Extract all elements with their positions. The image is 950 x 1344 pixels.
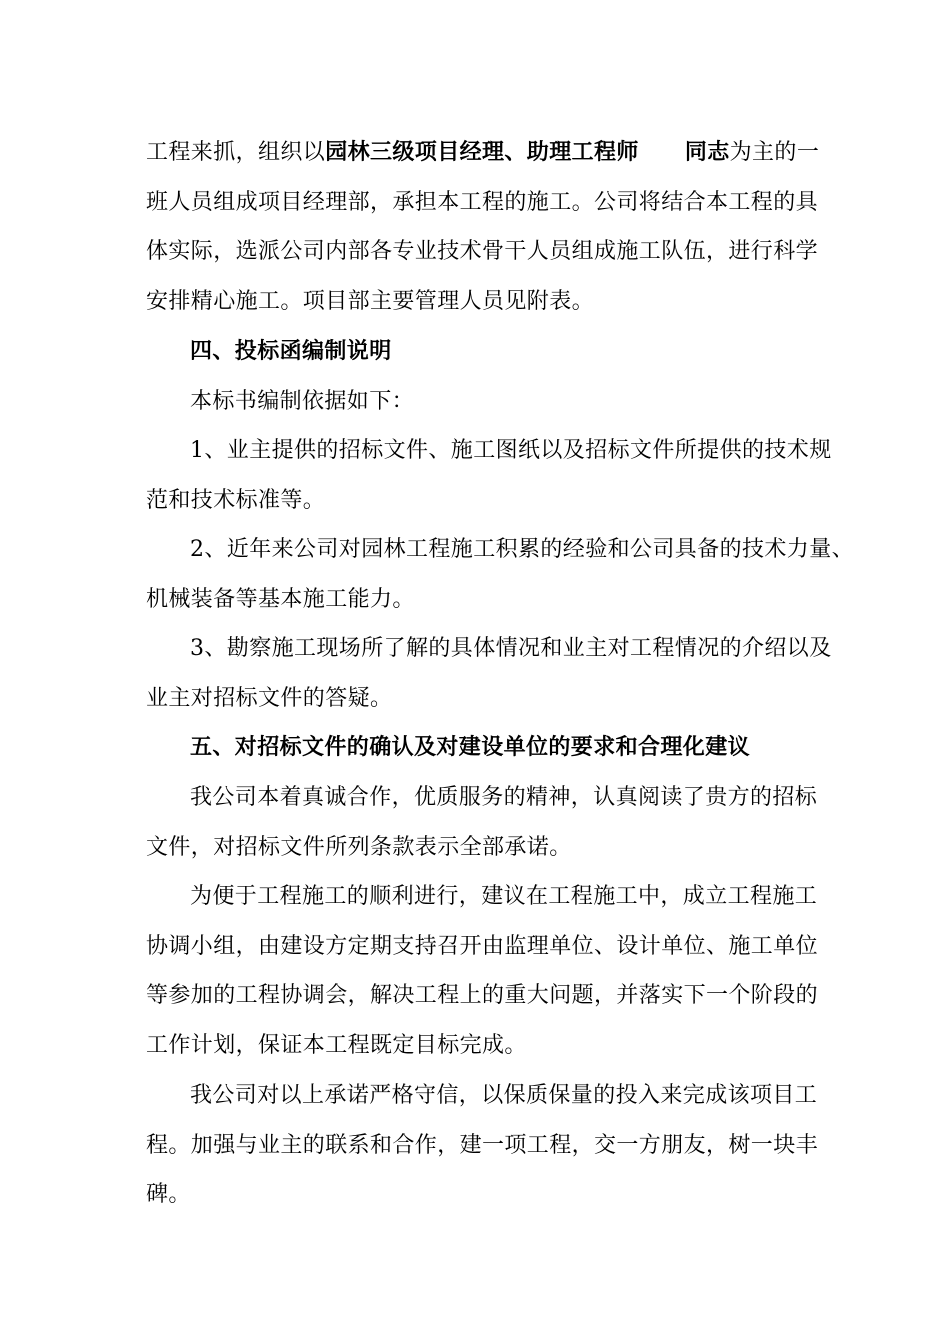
paragraph-suggestion bbox=[146, 872, 846, 1070]
text-line: 安排精心施工。项目部主要管理人员见附表。 bbox=[146, 288, 595, 314]
text-line bbox=[146, 128, 846, 178]
paragraph-commitment bbox=[146, 773, 846, 872]
text-line: 本标书编制依据如下： bbox=[190, 389, 415, 414]
text-run: 工程来抓，组织以 bbox=[146, 140, 326, 165]
text-line: 为便于工程施工的顺利进行，建议在工程施工中，成立工程施工 bbox=[190, 884, 818, 909]
text-line: 1、业主提供的招标文件、施工图纸以及招标文件所提供的技术规 bbox=[190, 438, 832, 463]
text-line: 文件，对招标文件所列条款表示全部承诺。 bbox=[146, 834, 572, 860]
text-line: 我公司对以上承诺严格守信，以保质保量的投入来完成该项目工 bbox=[190, 1083, 818, 1108]
list-item-1 bbox=[146, 426, 846, 525]
text-line: 2、近年来公司对园林工程施工积累的经验和公司具备的技术力量、 bbox=[190, 537, 854, 562]
text-run: 为主的一 bbox=[729, 140, 820, 165]
section-heading-4: 四、投标函编制说明 bbox=[190, 338, 392, 364]
text-line: 等参加的工程协调会，解决工程上的重大问题，并落实下一个阶段的 bbox=[146, 983, 819, 1008]
text-line: 业主对招标文件的答疑。 bbox=[146, 685, 393, 711]
text-line: 范和技术标准等。 bbox=[146, 487, 326, 513]
comrade-label: 同志 bbox=[684, 139, 730, 165]
paragraph-basis-intro bbox=[146, 377, 846, 427]
section-heading-5: 五、对招标文件的确认及对建设单位的要求和合理化建议 bbox=[190, 734, 751, 760]
list-item-3 bbox=[146, 624, 846, 723]
text-line: 机械装备等基本施工能力。 bbox=[146, 586, 415, 612]
text-line: 碑。 bbox=[146, 1182, 191, 1207]
text-line: 体实际，选派公司内部各专业技术骨干人员组成施工队伍，进行科学 bbox=[146, 239, 819, 264]
project-manager-title: 园林三级项目经理、助理工程师 bbox=[325, 139, 639, 165]
paragraph-pledge bbox=[146, 1071, 846, 1220]
text-line: 工作计划，保证本工程既定目标完成。 bbox=[146, 1032, 527, 1058]
text-line: 程。加强与业主的联系和合作，建一项工程，交一方朋友，树一块丰 bbox=[146, 1132, 819, 1158]
text-line: 3、勘察施工现场所了解的具体情况和业主对工程情况的介绍以及 bbox=[190, 636, 832, 661]
list-item-2 bbox=[146, 525, 854, 624]
text-line: 我公司本着真诚合作，优质服务的精神，认真阅读了贵方的招标 bbox=[190, 785, 818, 810]
paragraph-project-team bbox=[146, 128, 846, 326]
text-line: 班人员组成项目经理部，承担本工程的施工。公司将结合本工程的具 bbox=[146, 189, 819, 215]
text-line: 协调小组，由建设方定期支持召开由监理单位、设计单位、施工单位 bbox=[146, 933, 819, 959]
